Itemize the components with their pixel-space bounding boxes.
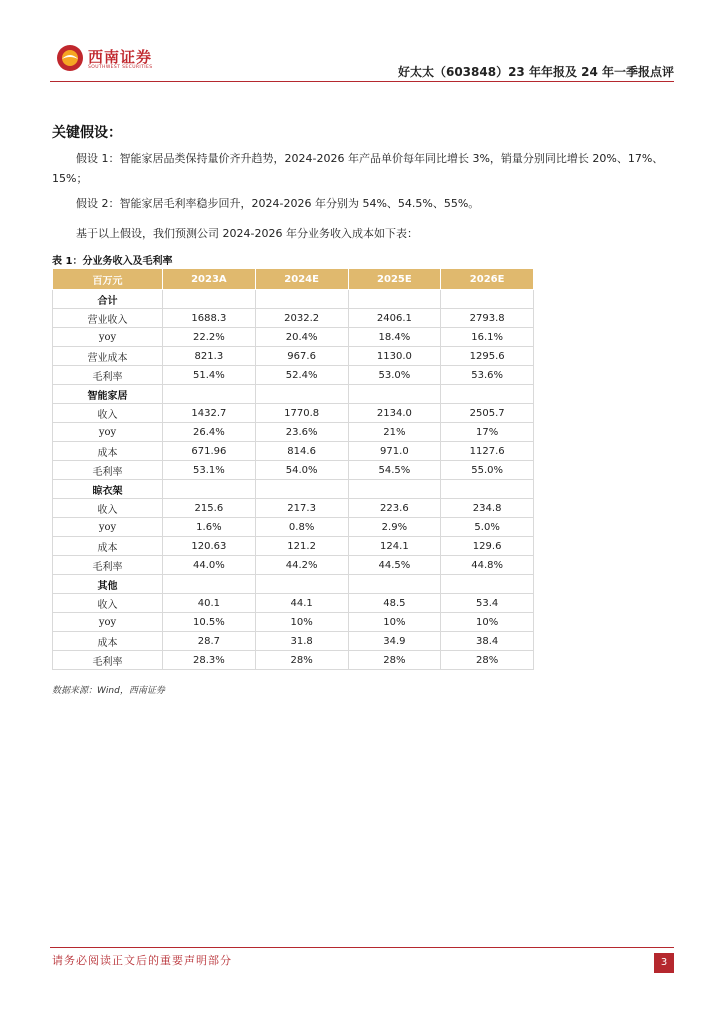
value-cell: 53.0% (348, 366, 441, 385)
forecast-intro-paragraph: 基于以上假设，我们预测公司 2024-2026 年分业务收入成本如下表： (76, 227, 418, 240)
value-cell (163, 385, 256, 404)
value-cell: 2505.7 (441, 404, 534, 423)
value-cell (441, 480, 534, 499)
value-cell (255, 290, 348, 309)
table-row (53, 499, 534, 518)
table-caption: 表 1：分业务收入及毛利率 (52, 256, 173, 267)
value-cell: 28% (441, 651, 534, 670)
footer-divider (50, 947, 674, 948)
value-cell (255, 385, 348, 404)
value-cell (441, 385, 534, 404)
table-row (53, 347, 534, 366)
table-group-row (53, 575, 534, 594)
value-cell: 10.5% (163, 613, 256, 632)
table-row (53, 537, 534, 556)
value-cell: 28.3% (163, 651, 256, 670)
logo-english-name: SOUTHWEST SECURITIES (88, 65, 153, 70)
header-cell-unit: 百万元 (53, 269, 163, 290)
value-cell: 44.8% (441, 556, 534, 575)
value-cell: 44.0% (163, 556, 256, 575)
value-cell: 28.7 (163, 632, 256, 651)
value-cell: 129.6 (441, 537, 534, 556)
value-cell: 121.2 (255, 537, 348, 556)
value-cell: 44.2% (255, 556, 348, 575)
value-cell: 1127.6 (441, 442, 534, 461)
row-label-cell: 成本 (53, 632, 163, 651)
logo-emblem-icon (56, 44, 84, 72)
value-cell: 28% (255, 651, 348, 670)
value-cell (255, 480, 348, 499)
table-row (53, 518, 534, 537)
value-cell: 31.8 (255, 632, 348, 651)
value-cell: 44.1 (255, 594, 348, 613)
value-cell (441, 575, 534, 594)
value-cell: 21% (348, 423, 441, 442)
table-row (53, 651, 534, 670)
value-cell: 1432.7 (163, 404, 256, 423)
row-label-cell: 成本 (53, 537, 163, 556)
value-cell: 671.96 (163, 442, 256, 461)
value-cell (348, 575, 441, 594)
value-cell: 53.6% (441, 366, 534, 385)
value-cell: 20.4% (255, 328, 348, 347)
table-group-row (53, 290, 534, 309)
value-cell: 821.3 (163, 347, 256, 366)
value-cell: 34.9 (348, 632, 441, 651)
value-cell: 17% (441, 423, 534, 442)
value-cell: 2793.8 (441, 309, 534, 328)
row-label-cell: yoy (53, 328, 163, 347)
value-cell (163, 290, 256, 309)
value-cell: 54.5% (348, 461, 441, 480)
value-cell (348, 290, 441, 309)
value-cell (163, 480, 256, 499)
row-label-cell: 智能家居 (53, 385, 163, 404)
table-body (53, 290, 534, 670)
value-cell: 40.1 (163, 594, 256, 613)
value-cell (348, 480, 441, 499)
value-cell: 53.1% (163, 461, 256, 480)
table-row (53, 613, 534, 632)
row-label-cell: yoy (53, 613, 163, 632)
row-label-cell: 其他 (53, 575, 163, 594)
page-number: 3 (654, 953, 674, 973)
table-row (53, 423, 534, 442)
revenue-margin-table (52, 268, 534, 670)
row-label-cell: 营业收入 (53, 309, 163, 328)
value-cell: 5.0% (441, 518, 534, 537)
value-cell: 2.9% (348, 518, 441, 537)
table-row (53, 366, 534, 385)
section-heading: 关键假设： (52, 125, 122, 141)
table-row (53, 442, 534, 461)
value-cell: 10% (348, 613, 441, 632)
value-cell: 55.0% (441, 461, 534, 480)
header-divider (50, 81, 674, 82)
value-cell: 52.4% (255, 366, 348, 385)
value-cell: 814.6 (255, 442, 348, 461)
value-cell: 967.6 (255, 347, 348, 366)
value-cell (163, 575, 256, 594)
table-row (53, 594, 534, 613)
table-group-row (53, 385, 534, 404)
row-label-cell: 成本 (53, 442, 163, 461)
value-cell: 1295.6 (441, 347, 534, 366)
row-label-cell: 收入 (53, 404, 163, 423)
value-cell: 38.4 (441, 632, 534, 651)
table-row (53, 404, 534, 423)
value-cell: 124.1 (348, 537, 441, 556)
value-cell: 2406.1 (348, 309, 441, 328)
value-cell: 234.8 (441, 499, 534, 518)
table-row (53, 461, 534, 480)
value-cell: 223.6 (348, 499, 441, 518)
assumption-1-paragraph: 假设 1：智能家居品类保持量价齐升趋势，2024-2026 年产品单价每年同比增长 3%，销量分别同比增长 20%、17%、15%； (52, 152, 664, 185)
row-label-cell: 毛利率 (53, 461, 163, 480)
value-cell: 54.0% (255, 461, 348, 480)
value-cell: 23.6% (255, 423, 348, 442)
value-cell: 28% (348, 651, 441, 670)
company-logo (56, 44, 156, 76)
value-cell: 217.3 (255, 499, 348, 518)
value-cell: 10% (441, 613, 534, 632)
table-header-row (53, 269, 534, 290)
row-label-cell: 晾衣架 (53, 480, 163, 499)
value-cell: 2032.2 (255, 309, 348, 328)
row-label-cell: 收入 (53, 499, 163, 518)
table-row (53, 632, 534, 651)
header-cell-2025e: 2025E (348, 269, 441, 290)
value-cell: 18.4% (348, 328, 441, 347)
row-label-cell: 毛利率 (53, 366, 163, 385)
value-cell (348, 385, 441, 404)
value-cell: 971.0 (348, 442, 441, 461)
value-cell: 26.4% (163, 423, 256, 442)
value-cell: 215.6 (163, 499, 256, 518)
row-label-cell: 毛利率 (53, 651, 163, 670)
value-cell: 0.8% (255, 518, 348, 537)
table-row (53, 328, 534, 347)
table-row (53, 556, 534, 575)
header-cell-2023a: 2023A (163, 269, 256, 290)
row-label-cell: 毛利率 (53, 556, 163, 575)
value-cell (441, 290, 534, 309)
value-cell: 22.2% (163, 328, 256, 347)
header-cell-2024e: 2024E (255, 269, 348, 290)
row-label-cell: 收入 (53, 594, 163, 613)
value-cell: 120.63 (163, 537, 256, 556)
logo-chinese-name: 西南证券 (88, 48, 153, 66)
row-label-cell: yoy (53, 423, 163, 442)
value-cell: 1688.3 (163, 309, 256, 328)
value-cell: 1130.0 (348, 347, 441, 366)
header-cell-2026e: 2026E (441, 269, 534, 290)
table-row (53, 309, 534, 328)
value-cell: 16.1% (441, 328, 534, 347)
footer-disclaimer: 请务必阅读正文后的重要声明部分 (52, 954, 232, 967)
value-cell: 1.6% (163, 518, 256, 537)
report-title: 好太太（603848）23 年年报及 24 年一季报点评 (397, 65, 674, 79)
row-label-cell: 营业成本 (53, 347, 163, 366)
row-label-cell: 合计 (53, 290, 163, 309)
value-cell: 44.5% (348, 556, 441, 575)
value-cell: 1770.8 (255, 404, 348, 423)
value-cell: 48.5 (348, 594, 441, 613)
data-source-note: 数据来源：Wind，西南证券 (52, 686, 165, 696)
value-cell: 2134.0 (348, 404, 441, 423)
assumption-2-paragraph: 假设 2：智能家居毛利率稳步回升，2024-2026 年分别为 54%、54.5%、55%。 (76, 197, 480, 210)
table-group-row (53, 480, 534, 499)
row-label-cell: yoy (53, 518, 163, 537)
value-cell: 10% (255, 613, 348, 632)
value-cell: 51.4% (163, 366, 256, 385)
value-cell (255, 575, 348, 594)
value-cell: 53.4 (441, 594, 534, 613)
